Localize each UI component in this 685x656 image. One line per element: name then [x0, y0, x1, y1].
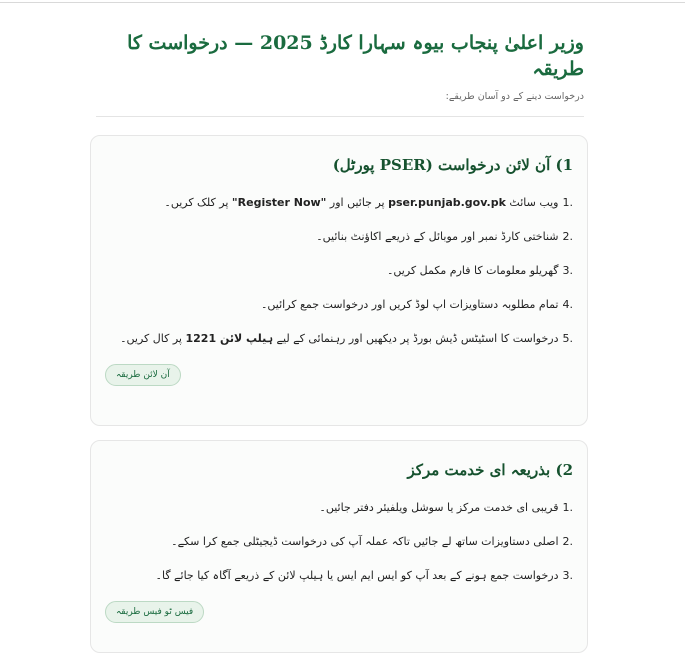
online-method-badge[interactable]: آن لائن طریقہ: [105, 364, 181, 386]
offline-badge-row: [105, 599, 573, 623]
offline-step-2: [105, 525, 573, 559]
step-text-part: پر کال کریں۔: [120, 332, 186, 345]
step-number: 4.: [562, 298, 573, 311]
online-method-card: [90, 135, 588, 426]
step-number: 2.: [562, 535, 573, 548]
step-number: 2.: [562, 230, 573, 243]
page-title: وزیر اعلیٰ پنجاب بیوہ سہارا کارڈ 2025 — درخواست کا طریقہ: [127, 32, 584, 80]
step-number: 5.: [562, 332, 573, 345]
step-text-part: پر کلک کریں۔: [164, 196, 232, 209]
offline-method-card: [90, 440, 588, 653]
helpline-label: ہیلپ لائن 1221: [185, 332, 274, 345]
online-step-2: [105, 220, 573, 254]
step-number: 3.: [562, 264, 573, 277]
page-container: [90, 0, 590, 617]
step-text-part: درخواست کا اسٹیٹس ڈیش بورڈ پر دیکھیں اور رہنمائی کے لیے: [273, 332, 559, 345]
step-number: 1.: [562, 501, 573, 514]
offline-step-1: [105, 491, 573, 525]
website-link[interactable]: pser.punjab.gov.pk: [388, 196, 506, 209]
step-number: 3.: [562, 569, 573, 582]
step-text: شناختی کارڈ نمبر اور موبائل کے ذریعے اکاؤنٹ بنائیں۔: [316, 230, 559, 243]
step-text: تمام مطلوبہ دستاویزات اپ لوڈ کریں اور درخواست جمع کرائیں۔: [260, 298, 559, 311]
step-text: قریبی ای خدمت مرکز یا سوشل ویلفیئر دفتر جائیں۔: [319, 501, 559, 514]
offline-method-badge[interactable]: فیس ٹو فیس طریقہ: [105, 601, 204, 623]
step-text: [164, 195, 558, 211]
step-text: گھریلو معلومات کا فارم مکمل کریں۔: [386, 264, 559, 277]
step-text-part: پر جائیں اور: [326, 196, 389, 209]
offline-steps-list: [105, 491, 573, 593]
online-method-title: 1) آن لائن درخواست (PSER پورٹل): [332, 156, 573, 174]
online-step-1: [105, 186, 573, 220]
header-divider: [96, 116, 584, 117]
online-badge-row: [105, 362, 573, 386]
step-text-part: ویب سائٹ: [505, 196, 559, 209]
page-header: [90, 0, 590, 117]
online-step-3: [105, 254, 573, 288]
online-step-4: [105, 288, 573, 322]
offline-method-title: 2) بذریعہ ای خدمت مرکز: [407, 461, 573, 479]
step-number: 1.: [562, 196, 573, 209]
step-text: [120, 331, 558, 347]
register-now-label: "Register Now": [231, 196, 327, 209]
online-steps-list: [105, 186, 573, 356]
step-text: درخواست جمع ہونے کے بعد آپ کو ایس ایم ایس یا ہیلپ لائن کے ذریعے آگاہ کیا جائے گا۔: [155, 569, 559, 582]
offline-step-3: [105, 559, 573, 593]
step-text: اصلی دستاویزات ساتھ لے جائیں تاکہ عملہ آپ کی درخواست ڈیجیٹلی جمع کرا سکے۔: [171, 535, 559, 548]
page-subtitle: درخواست دینے کے دو آسان طریقے:: [445, 91, 584, 102]
online-step-5: [105, 322, 573, 356]
